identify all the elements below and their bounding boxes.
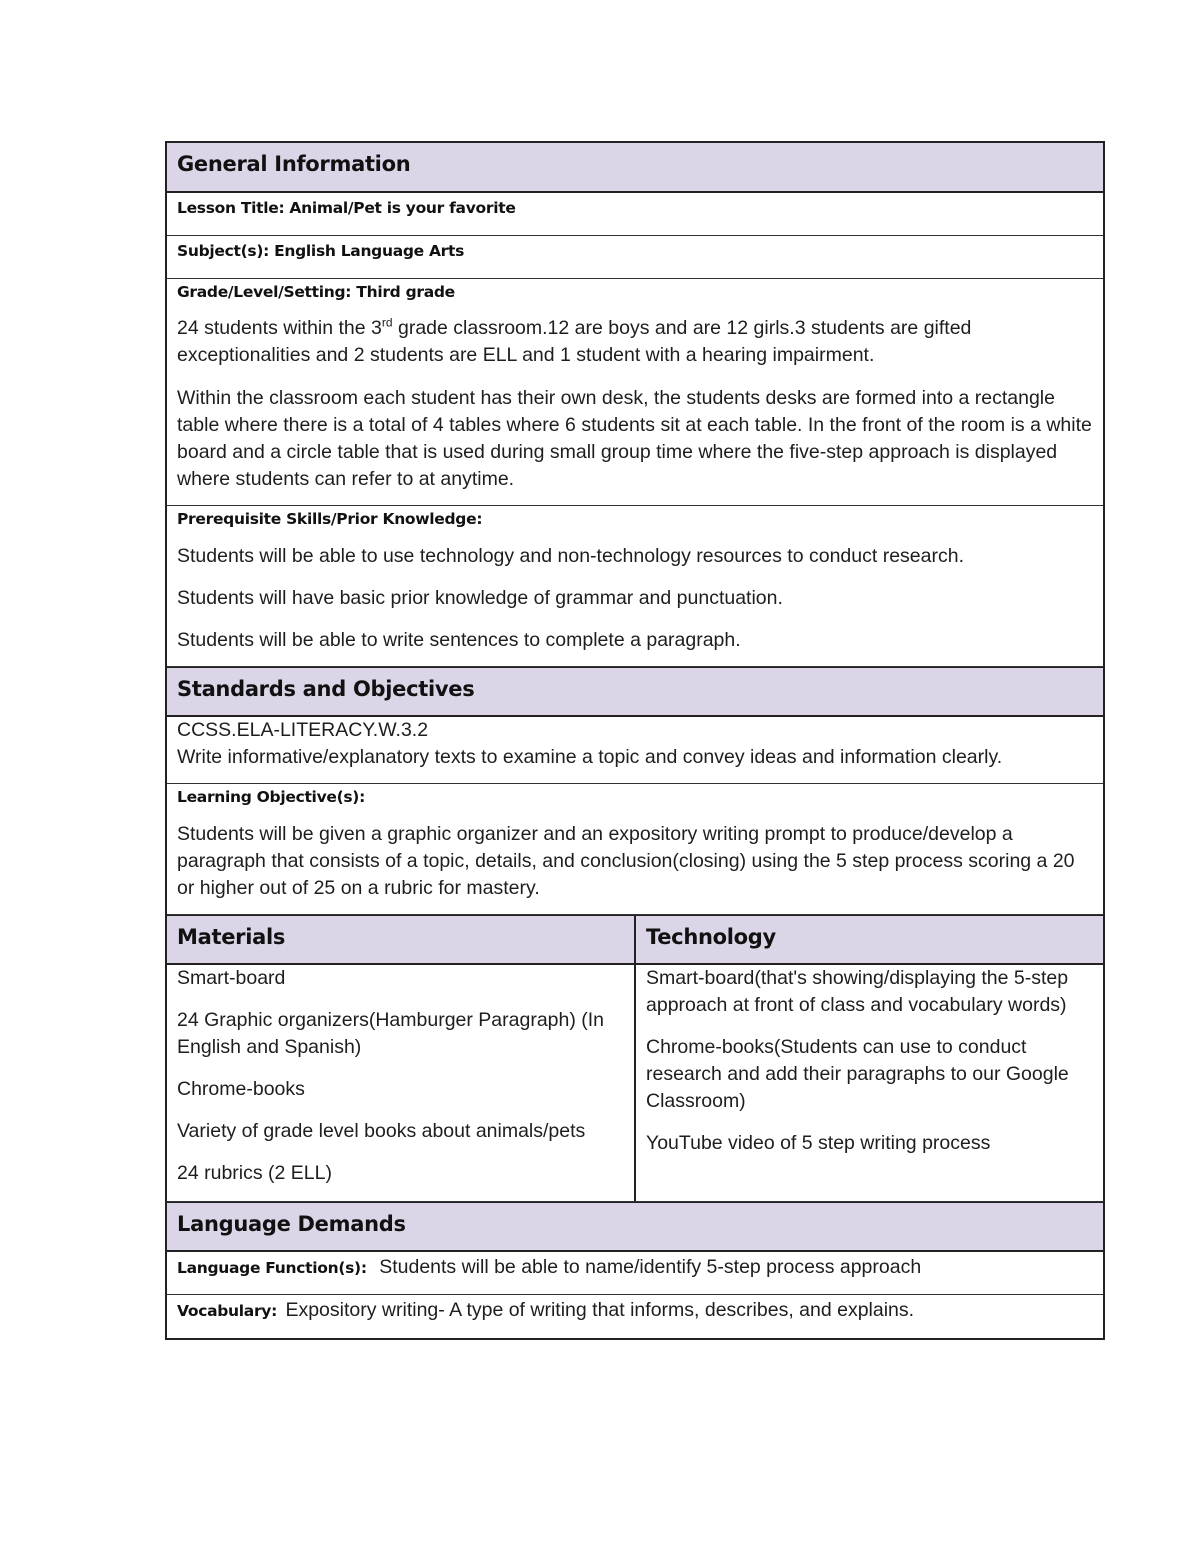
standards-row <box>167 717 1103 784</box>
materials-item: 24 Graphic organizers(Hamburger Paragraph) (In English and Spanish) <box>177 1009 605 1058</box>
materials-item: Variety of grade level books about animals/pets <box>177 1120 586 1142</box>
learning-objectives-row <box>167 784 1103 915</box>
section-heading: General Information <box>177 152 411 176</box>
language-function-row <box>167 1252 1103 1295</box>
materials-list <box>167 965 634 1201</box>
prerequisite-item: Students will be able to write sentences to complete a paragraph. <box>177 629 741 651</box>
materials-item: Smart-board <box>177 967 286 989</box>
learning-objectives-text: Students will be given a graphic organizer and an expository writing prompt to produce/develop a paragraph that consists of a topic, details, and conclusion(closing) using the 5 step process scoring a 20 or higher out of 25 on a rubric for mastery. <box>177 823 1075 899</box>
standards-header <box>167 667 1103 717</box>
materials-item: 24 rubrics (2 ELL) <box>177 1162 332 1184</box>
prerequisite-item: Students will be able to use technology and non-technology resources to conduct research. <box>177 545 964 567</box>
language-function-text: Students will be able to name/identify 5-step process approach <box>379 1255 922 1278</box>
technology-item: Smart-board(that's showing/displaying the 5-step approach at front of class and vocabulary words) <box>646 967 1069 1016</box>
lesson-plan-table <box>165 141 1105 1340</box>
grade-text-part-a: 24 students within the 3 <box>177 317 382 339</box>
language-function-label: Language Function(s): <box>177 1258 367 1277</box>
grade-level-row <box>167 279 1103 506</box>
technology-item: Chrome-books(Students can use to conduct research and add their paragraphs to our Google Classroom) <box>646 1036 1069 1112</box>
subjects-row <box>167 236 1103 279</box>
prerequisite-item: Students will have basic prior knowledge of grammar and punctuation. <box>177 587 783 609</box>
section-heading: Standards and Objectives <box>177 676 475 701</box>
materials-heading: Materials <box>177 924 286 949</box>
technology-item: YouTube video of 5 step writing process <box>646 1132 991 1154</box>
learning-objectives-label: Learning Objective(s): <box>177 788 365 806</box>
section-heading: Language Demands <box>177 1211 406 1236</box>
vocabulary-label: Vocabulary: <box>177 1302 277 1320</box>
materials-item: Chrome-books <box>177 1078 305 1100</box>
lesson-title-row <box>167 193 1103 236</box>
grade-paragraph-1 <box>177 315 1093 369</box>
standard-text: Write informative/explanatory texts to examine a topic and convey ideas and information clearly. <box>177 746 1003 768</box>
technology-heading: Technology <box>646 924 776 949</box>
lesson-title: Lesson Title: Animal/Pet is your favorite <box>177 199 516 217</box>
standard-code: CCSS.ELA-LITERACY.W.3.2 <box>177 719 429 741</box>
vocabulary-text: Expository writing- A type of writing that informs, describes, and explains. <box>285 1299 915 1321</box>
subjects: Subject(s): English Language Arts <box>177 242 465 260</box>
grade-text-part-b: grade classroom.12 are boys and are 12 girls.3 students are gifted exceptionalities and 2 students are ELL and 1 student with a hearing impairment. <box>177 317 972 366</box>
grade-level-label: Grade/Level/Setting: Third grade <box>177 283 455 301</box>
prerequisite-row <box>167 506 1103 667</box>
materials-technology-header <box>167 915 1103 965</box>
general-information-header <box>167 143 1103 193</box>
grade-paragraph-2: Within the classroom each student has their own desk, the students desks are formed into a rectangle table where there is a total of 4 tables where 6 students sit at each table. In the front of the room is a white board and a circle table that is used during small group time where the five-step approach is displayed where students can refer to at anytime. <box>177 387 1092 490</box>
technology-list <box>634 965 1103 1201</box>
grade-superscript: rd <box>381 315 393 330</box>
language-demands-header <box>167 1202 1103 1252</box>
materials-technology-row <box>167 965 1103 1202</box>
prerequisite-label: Prerequisite Skills/Prior Knowledge: <box>177 510 483 528</box>
vocabulary-row <box>167 1295 1103 1338</box>
